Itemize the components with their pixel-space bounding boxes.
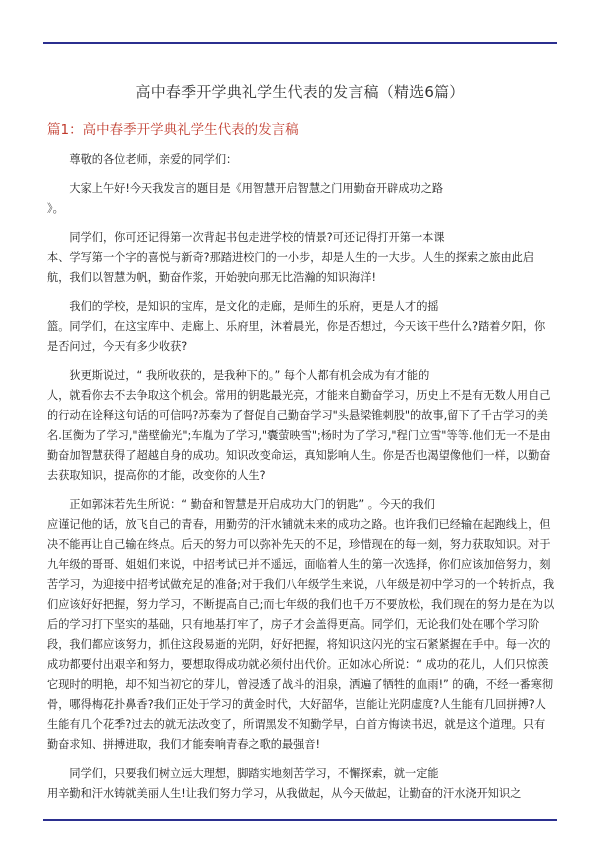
paragraph-salutation: 尊敬的各位老师，亲爱的同学们： [69,153,238,166]
paragraph-dickens: 狄更斯说过，“ 我所收获的，是我种下的。” 每个人都有机会成为有才能的 人，就看你去不去争取这个机会。常用的钥匙最光亮，才能来自勤奋学习，历史上不是有无数人用自己的行动在诠释这句话的可信吗?苏秦为了督促自己勤奋学习"头悬梁锥刺股"的故事,留下了千古学习的美名.匡衡为了学习,"凿壁偷光";车胤为了学习,"囊萤映雪";杨时为了学习,"程门立雪"等等.他们无一不是由勤奋加智慧获得了超越自身的成功。知识改变命运，真知影响人生。你是否也渴望像他们一样，以勤奋去获取知识，提高你的才能，改变你的人生? [47,369,551,482]
document-body [47,150,555,813]
header-rule [43,42,557,44]
paragraph-guo-moruo: 正如郭沫若先生所说：“ 勤奋和智慧是开启成功大门的钥匙” 。今天的我们 应谨记他的话，放飞自己的青春，用勤劳的汗水铺就未来的成功之路。也许我们已经输在起跑线上，但决不能再让自己输在终点。后天的努力可以弥补先天的不足，珍惜现在的每一刻，努力获取知识。对于九年级的哥哥、姐姐们来说，中招考试已并不遥远，面临着人生的第一次选择，你们应该加倍努力，刻苦学习，为迎接中招考试做充足的准备;对于我们八年级学生来说，八年级是初中学习的一个转折点，我们应该好好把握，努力学习，不断提高自己;而七年级的我们也千万不要放松，我们现在的努力是在为以后的学习打下坚实的基础，只有地基打牢了，房子才会盖得更高。同学们，无论我们处在哪个学习阶段，我们都应该努力，抓住这段易逝的光阴，好好把握，将知识这闪光的宝石紧紧握在手中。每一次的成功都要付出艰辛和努力，要想取得成功就必须付出代价。正如冰心所说：“ 成功的花儿，人们只惊羡它现时的明艳，却不知当初它的芽儿，曾浸透了战斗的泪泉，洒遍了牺牲的血雨!” 的确，不经一番寒彻骨，哪得梅花扑鼻香?我们正处于学习的黄金时代，大好韶华，岂能让光阴虚度?人生能有几回拼搏?人生能有几个花季?过去的就无法改变了，所谓黑发不知勤学早，白首方悔读书迟，就是这个道理。只有勤奋求知、拼搏进取，我们才能奏响青春之歌的最强音! [47,498,555,751]
paragraph-closing: 同学们，只要我们树立远大理想，脚踏实地刻苦学习，不懈探索，就一定能 用辛勤和汗水铸就美丽人生!让我们努力学习，从我做起，从今天做起，让勤奋的汗水浇开知识之 [47,767,522,800]
paragraph-school: 我们的学校，是知识的宝库，是文化的走廊，是师生的乐府，更是人才的摇 篮。同学们，在这宝库中、走廊上、乐府里，沐着晨光，你是否想过，今天该干些什么?踏着夕阳，你是否问过，今天有多少收获? [47,300,546,353]
paragraph-topic: 大家上午好!今天我发言的题目是《用智慧开启智慧之门用勤奋开辟成功之路 》。 [47,182,444,215]
document-title: 高中春季开学典礼学生代表的发言稿（精选6篇） [135,83,465,101]
paragraph-memories: 同学们，你可还记得第一次背起书包走进学校的情景?可还记得打开第一本课 本、学写第一个字的喜悦与新奇?那踏进校门的一小步，却是人生的一大步。人生的探索之旅由此启航，我们以智慧为帆，勤奋作浆，开始驶向那无比浩瀚的知识海洋! [47,231,535,284]
section-heading: 篇1：高中春季开学典礼学生代表的发言稿 [47,122,299,138]
footer-rule [43,819,557,821]
